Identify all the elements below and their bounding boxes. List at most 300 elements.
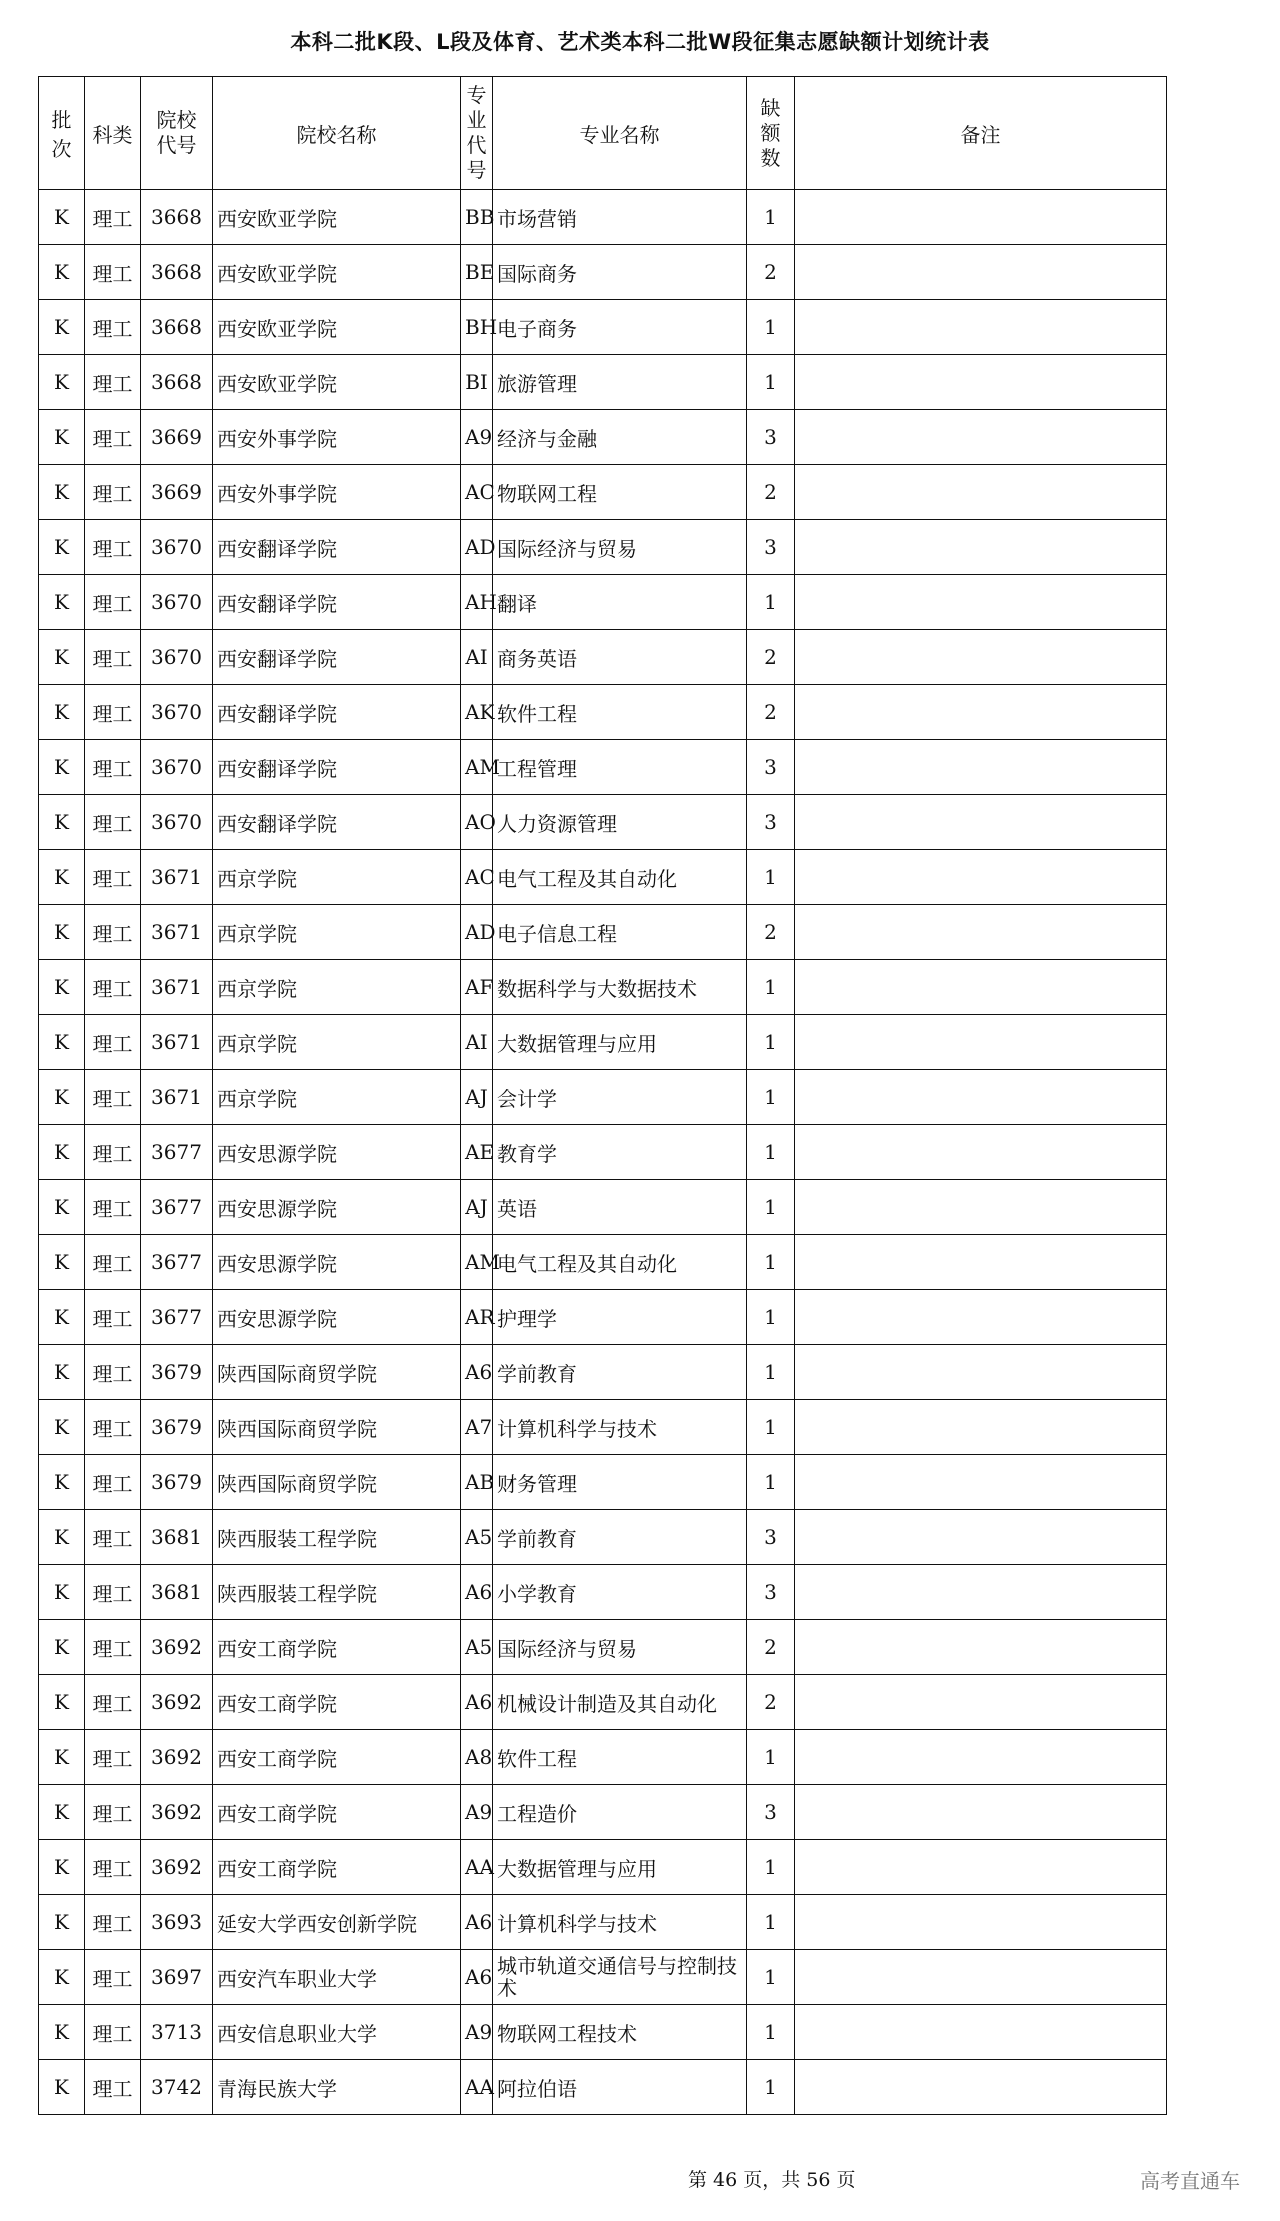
header-school-name: 院校名称	[213, 77, 461, 190]
cell-category: 理工	[85, 1840, 141, 1895]
cell-school-name: 陕西国际商贸学院	[213, 1345, 461, 1400]
cell-school-code: 3692	[141, 1620, 213, 1675]
cell-category: 理工	[85, 575, 141, 630]
cell-batch: K	[39, 520, 85, 575]
header-remarks: 备注	[795, 77, 1167, 190]
cell-remarks	[795, 1455, 1167, 1510]
cell-major-code: A9	[461, 2005, 493, 2060]
cell-remarks	[795, 1125, 1167, 1180]
table-row	[39, 190, 1167, 245]
cell-major-name: 电气工程及其自动化	[493, 1235, 747, 1290]
cell-category: 理工	[85, 1070, 141, 1125]
cell-vacancy: 1	[747, 190, 795, 245]
cell-category: 理工	[85, 795, 141, 850]
table-row	[39, 1070, 1167, 1125]
cell-remarks	[795, 1345, 1167, 1400]
cell-major-code: BI	[461, 355, 493, 410]
cell-batch: K	[39, 2005, 85, 2060]
cell-school-name: 西安思源学院	[213, 1125, 461, 1180]
cell-remarks	[795, 1840, 1167, 1895]
cell-category: 理工	[85, 685, 141, 740]
header-major-code-char: 号	[466, 158, 487, 182]
cell-vacancy: 1	[747, 1950, 795, 2005]
header-batch: 批次	[39, 77, 85, 190]
cell-major-code: AD	[461, 905, 493, 960]
cell-batch: K	[39, 355, 85, 410]
cell-remarks	[795, 1510, 1167, 1565]
cell-major-name: 人力资源管理	[493, 795, 747, 850]
cell-major-name: 市场营销	[493, 190, 747, 245]
cell-remarks	[795, 1895, 1167, 1950]
cell-major-name: 大数据管理与应用	[493, 1840, 747, 1895]
cell-major-name: 软件工程	[493, 685, 747, 740]
cell-remarks	[795, 2060, 1167, 2115]
cell-remarks	[795, 190, 1167, 245]
cell-major-name: 机械设计制造及其自动化	[493, 1675, 747, 1730]
cell-remarks	[795, 795, 1167, 850]
cell-vacancy: 1	[747, 300, 795, 355]
cell-school-name: 西安工商学院	[213, 1675, 461, 1730]
header-major-code-char: 代	[466, 133, 487, 157]
cell-major-code: A9	[461, 1785, 493, 1840]
cell-school-code: 3670	[141, 575, 213, 630]
cell-batch: K	[39, 2060, 85, 2115]
cell-major-name: 翻译	[493, 575, 747, 630]
cell-vacancy: 2	[747, 245, 795, 300]
cell-remarks	[795, 1235, 1167, 1290]
cell-school-code: 3692	[141, 1730, 213, 1785]
cell-category: 理工	[85, 410, 141, 465]
header-major-code-char: 专	[466, 83, 487, 107]
cell-vacancy: 3	[747, 795, 795, 850]
cell-school-code: 3677	[141, 1180, 213, 1235]
table-row	[39, 300, 1167, 355]
cell-major-name: 商务英语	[493, 630, 747, 685]
table-row	[39, 1125, 1167, 1180]
cell-school-name: 陕西国际商贸学院	[213, 1455, 461, 1510]
cell-batch: K	[39, 465, 85, 520]
cell-category: 理工	[85, 850, 141, 905]
cell-remarks	[795, 245, 1167, 300]
cell-vacancy: 1	[747, 1070, 795, 1125]
cell-school-code: 3671	[141, 1015, 213, 1070]
cell-major-code: AE	[461, 1125, 493, 1180]
cell-major-name: 物联网工程	[493, 465, 747, 520]
cell-school-code: 3669	[141, 465, 213, 520]
cell-major-name: 软件工程	[493, 1730, 747, 1785]
cell-school-code: 3671	[141, 905, 213, 960]
cell-major-code: AJ	[461, 1180, 493, 1235]
cell-school-name: 西安思源学院	[213, 1290, 461, 1345]
cell-remarks	[795, 1565, 1167, 1620]
cell-remarks	[795, 575, 1167, 630]
cell-vacancy: 1	[747, 355, 795, 410]
cell-major-code: A7	[461, 1400, 493, 1455]
cell-school-name: 西京学院	[213, 850, 461, 905]
cell-major-code: AA	[461, 2060, 493, 2115]
cell-vacancy: 2	[747, 465, 795, 520]
table-row	[39, 1345, 1167, 1400]
cell-vacancy: 1	[747, 1015, 795, 1070]
table-row	[39, 1290, 1167, 1345]
cell-remarks	[795, 1180, 1167, 1235]
cell-category: 理工	[85, 520, 141, 575]
table-row	[39, 850, 1167, 905]
cell-remarks	[795, 1785, 1167, 1840]
cell-vacancy: 2	[747, 905, 795, 960]
cell-major-name: 计算机科学与技术	[493, 1895, 747, 1950]
cell-major-name: 电子信息工程	[493, 905, 747, 960]
table-row	[39, 575, 1167, 630]
cell-major-code: BE	[461, 245, 493, 300]
table-row	[39, 795, 1167, 850]
cell-school-name: 西安工商学院	[213, 1840, 461, 1895]
cell-major-code: AK	[461, 685, 493, 740]
table-row	[39, 2060, 1167, 2115]
cell-category: 理工	[85, 960, 141, 1015]
cell-remarks	[795, 1070, 1167, 1125]
table-row	[39, 1180, 1167, 1235]
cell-school-name: 延安大学西安创新学院	[213, 1895, 461, 1950]
cell-batch: K	[39, 960, 85, 1015]
cell-batch: K	[39, 1565, 85, 1620]
cell-school-code: 3679	[141, 1455, 213, 1510]
cell-major-name: 经济与金融	[493, 410, 747, 465]
cell-batch: K	[39, 795, 85, 850]
cell-category: 理工	[85, 465, 141, 520]
cell-vacancy: 1	[747, 1345, 795, 1400]
cell-batch: K	[39, 1345, 85, 1400]
cell-remarks	[795, 1015, 1167, 1070]
cell-batch: K	[39, 1840, 85, 1895]
cell-category: 理工	[85, 1290, 141, 1345]
table-row	[39, 685, 1167, 740]
cell-school-code: 3671	[141, 850, 213, 905]
cell-category: 理工	[85, 740, 141, 795]
cell-major-code: AI	[461, 630, 493, 685]
cell-major-name-text: 城市轨道交通信号与控制技术	[497, 1954, 737, 2000]
cell-school-code: 3671	[141, 960, 213, 1015]
header-vacancy-char: 额	[760, 120, 781, 145]
cell-major-name: 国际商务	[493, 245, 747, 300]
cell-vacancy: 1	[747, 1840, 795, 1895]
cell-vacancy: 3	[747, 740, 795, 795]
cell-category: 理工	[85, 1400, 141, 1455]
cell-school-code: 3677	[141, 1290, 213, 1345]
cell-school-code: 3692	[141, 1785, 213, 1840]
table-row	[39, 465, 1167, 520]
cell-vacancy: 2	[747, 685, 795, 740]
cell-remarks	[795, 520, 1167, 575]
cell-major-name: 物联网工程技术	[493, 2005, 747, 2060]
cell-batch: K	[39, 1785, 85, 1840]
table-row	[39, 1015, 1167, 1070]
cell-major-code: AB	[461, 1455, 493, 1510]
cell-school-name: 西安工商学院	[213, 1785, 461, 1840]
cell-batch: K	[39, 300, 85, 355]
header-school-code-line: 院校	[156, 108, 197, 132]
table-row	[39, 2005, 1167, 2060]
cell-vacancy: 3	[747, 1565, 795, 1620]
cell-school-code: 3679	[141, 1345, 213, 1400]
cell-category: 理工	[85, 1125, 141, 1180]
cell-school-name: 西安翻译学院	[213, 795, 461, 850]
cell-major-code: AH	[461, 575, 493, 630]
cell-batch: K	[39, 575, 85, 630]
cell-school-name: 西安信息职业大学	[213, 2005, 461, 2060]
cell-major-code: AA	[461, 1840, 493, 1895]
cell-category: 理工	[85, 300, 141, 355]
header-major-name: 专业名称	[493, 77, 747, 190]
cell-school-name: 西安欧亚学院	[213, 190, 461, 245]
cell-vacancy: 1	[747, 1235, 795, 1290]
cell-remarks	[795, 685, 1167, 740]
cell-remarks	[795, 300, 1167, 355]
cell-major-name: 旅游管理	[493, 355, 747, 410]
cell-batch: K	[39, 1730, 85, 1785]
cell-major-code: AC	[461, 850, 493, 905]
cell-school-name: 陕西服装工程学院	[213, 1565, 461, 1620]
cell-school-code: 3670	[141, 795, 213, 850]
cell-batch: K	[39, 850, 85, 905]
cell-remarks	[795, 1950, 1167, 2005]
table-row	[39, 1675, 1167, 1730]
cell-batch: K	[39, 685, 85, 740]
cell-school-code: 3668	[141, 355, 213, 410]
cell-remarks	[795, 905, 1167, 960]
table-row	[39, 1565, 1167, 1620]
cell-batch: K	[39, 1455, 85, 1510]
cell-school-code: 3713	[141, 2005, 213, 2060]
table-row	[39, 245, 1167, 300]
cell-vacancy: 1	[747, 960, 795, 1015]
cell-vacancy: 1	[747, 850, 795, 905]
cell-batch: K	[39, 410, 85, 465]
cell-school-code: 3681	[141, 1510, 213, 1565]
cell-remarks	[795, 850, 1167, 905]
header-vacancy	[747, 77, 795, 190]
cell-school-code: 3670	[141, 740, 213, 795]
cell-category: 理工	[85, 1345, 141, 1400]
cell-school-code: 3693	[141, 1895, 213, 1950]
cell-batch: K	[39, 1070, 85, 1125]
cell-batch: K	[39, 1950, 85, 2005]
cell-vacancy: 2	[747, 1675, 795, 1730]
cell-major-code: A6	[461, 1345, 493, 1400]
header-vacancy-char: 数	[760, 145, 781, 170]
cell-category: 理工	[85, 905, 141, 960]
cell-category: 理工	[85, 1455, 141, 1510]
cell-school-name: 西安汽车职业大学	[213, 1950, 461, 2005]
page-footer: 第 46 页，共 56 页	[688, 2169, 856, 2191]
cell-school-name: 西安欧亚学院	[213, 355, 461, 410]
cell-major-name: 电子商务	[493, 300, 747, 355]
vacancy-table	[38, 76, 1167, 2115]
cell-school-code: 3669	[141, 410, 213, 465]
cell-remarks	[795, 1675, 1167, 1730]
cell-school-name: 陕西国际商贸学院	[213, 1400, 461, 1455]
cell-remarks	[795, 355, 1167, 410]
cell-school-name: 西安翻译学院	[213, 520, 461, 575]
cell-major-name: 护理学	[493, 1290, 747, 1345]
cell-school-code: 3670	[141, 630, 213, 685]
cell-school-name: 西安外事学院	[213, 410, 461, 465]
cell-category: 理工	[85, 1675, 141, 1730]
cell-remarks	[795, 1290, 1167, 1345]
cell-vacancy: 1	[747, 1290, 795, 1345]
cell-remarks	[795, 2005, 1167, 2060]
cell-category: 理工	[85, 1510, 141, 1565]
cell-school-name: 西安思源学院	[213, 1235, 461, 1290]
cell-category: 理工	[85, 1785, 141, 1840]
cell-major-name: 教育学	[493, 1125, 747, 1180]
cell-school-name: 西京学院	[213, 960, 461, 1015]
cell-vacancy: 1	[747, 1400, 795, 1455]
page-title: 本科二批K段、L段及体育、艺术类本科二批W段征集志愿缺额计划统计表	[290, 30, 990, 54]
cell-vacancy: 1	[747, 1125, 795, 1180]
cell-major-code: AM	[461, 1235, 493, 1290]
cell-major-code: A5	[461, 1620, 493, 1675]
cell-school-code: 3692	[141, 1675, 213, 1730]
cell-vacancy: 1	[747, 1895, 795, 1950]
cell-school-code: 3677	[141, 1235, 213, 1290]
cell-school-name: 青海民族大学	[213, 2060, 461, 2115]
cell-school-code: 3671	[141, 1070, 213, 1125]
table-row	[39, 1400, 1167, 1455]
table-header-row	[39, 77, 1167, 190]
cell-major-code: AC	[461, 465, 493, 520]
table-row	[39, 740, 1167, 795]
cell-major-name: 大数据管理与应用	[493, 1015, 747, 1070]
cell-school-name: 西安欧亚学院	[213, 300, 461, 355]
cell-remarks	[795, 960, 1167, 1015]
table-row	[39, 960, 1167, 1015]
cell-vacancy: 1	[747, 1730, 795, 1785]
cell-major-code: AJ	[461, 1070, 493, 1125]
cell-remarks	[795, 465, 1167, 520]
cell-category: 理工	[85, 1235, 141, 1290]
cell-category: 理工	[85, 2060, 141, 2115]
cell-category: 理工	[85, 2005, 141, 2060]
header-school-code-line: 代号	[156, 133, 197, 157]
cell-school-name: 陕西服装工程学院	[213, 1510, 461, 1565]
cell-major-code: A9	[461, 410, 493, 465]
cell-school-code: 3670	[141, 520, 213, 575]
cell-batch: K	[39, 630, 85, 685]
cell-school-code: 3668	[141, 245, 213, 300]
cell-school-name: 西安工商学院	[213, 1730, 461, 1785]
cell-vacancy: 1	[747, 1180, 795, 1235]
header-vacancy-char: 缺	[760, 95, 781, 120]
header-major-code	[461, 77, 493, 190]
cell-school-name: 西京学院	[213, 905, 461, 960]
cell-school-name: 西京学院	[213, 1070, 461, 1125]
cell-category: 理工	[85, 190, 141, 245]
cell-major-code: AI	[461, 1015, 493, 1070]
cell-major-code: A8	[461, 1730, 493, 1785]
cell-batch: K	[39, 1015, 85, 1070]
cell-major-name: 国际经济与贸易	[493, 520, 747, 575]
cell-school-name: 西安工商学院	[213, 1620, 461, 1675]
cell-major-name: 阿拉伯语	[493, 2060, 747, 2115]
cell-major-name: 计算机科学与技术	[493, 1400, 747, 1455]
cell-major-code: A6	[461, 1565, 493, 1620]
cell-major-name: 小学教育	[493, 1565, 747, 1620]
cell-school-code: 3670	[141, 685, 213, 740]
cell-remarks	[795, 1400, 1167, 1455]
cell-vacancy: 1	[747, 1455, 795, 1510]
cell-major-name	[493, 1950, 747, 2005]
header-major-code-char: 业	[466, 108, 487, 132]
cell-batch: K	[39, 1180, 85, 1235]
cell-major-code: AF	[461, 960, 493, 1015]
cell-major-name: 工程管理	[493, 740, 747, 795]
cell-vacancy: 2	[747, 630, 795, 685]
cell-category: 理工	[85, 1015, 141, 1070]
cell-school-name: 西安翻译学院	[213, 740, 461, 795]
cell-major-code: A6	[461, 1895, 493, 1950]
cell-school-name: 西京学院	[213, 1015, 461, 1070]
cell-vacancy: 3	[747, 410, 795, 465]
cell-major-name: 学前教育	[493, 1345, 747, 1400]
cell-major-code: AR	[461, 1290, 493, 1345]
header-school-code	[141, 77, 213, 190]
cell-school-code: 3697	[141, 1950, 213, 2005]
table-row	[39, 905, 1167, 960]
cell-category: 理工	[85, 1895, 141, 1950]
table-row	[39, 1510, 1167, 1565]
header-category: 科类	[85, 77, 141, 190]
cell-school-name: 西安翻译学院	[213, 575, 461, 630]
cell-remarks	[795, 1620, 1167, 1675]
cell-major-name: 英语	[493, 1180, 747, 1235]
cell-category: 理工	[85, 1950, 141, 2005]
table-row	[39, 630, 1167, 685]
cell-remarks	[795, 630, 1167, 685]
cell-school-code: 3668	[141, 300, 213, 355]
table-row	[39, 520, 1167, 575]
table-row	[39, 1785, 1167, 1840]
cell-school-name: 西安欧亚学院	[213, 245, 461, 300]
cell-remarks	[795, 410, 1167, 465]
table-row	[39, 1235, 1167, 1290]
cell-batch: K	[39, 1235, 85, 1290]
cell-vacancy: 3	[747, 1510, 795, 1565]
cell-school-name: 西安思源学院	[213, 1180, 461, 1235]
cell-batch: K	[39, 905, 85, 960]
cell-major-name: 数据科学与大数据技术	[493, 960, 747, 1015]
cell-major-name: 国际经济与贸易	[493, 1620, 747, 1675]
cell-batch: K	[39, 1400, 85, 1455]
cell-batch: K	[39, 740, 85, 795]
cell-category: 理工	[85, 1730, 141, 1785]
cell-batch: K	[39, 1620, 85, 1675]
cell-school-name: 西安外事学院	[213, 465, 461, 520]
cell-major-name: 财务管理	[493, 1455, 747, 1510]
cell-batch: K	[39, 1895, 85, 1950]
table-row	[39, 1895, 1167, 1950]
cell-category: 理工	[85, 245, 141, 300]
cell-category: 理工	[85, 630, 141, 685]
cell-school-code: 3679	[141, 1400, 213, 1455]
cell-major-code: A6	[461, 1950, 493, 2005]
cell-school-code: 3742	[141, 2060, 213, 2115]
cell-remarks	[795, 740, 1167, 795]
cell-major-name: 学前教育	[493, 1510, 747, 1565]
cell-category: 理工	[85, 1180, 141, 1235]
cell-major-code: AO	[461, 795, 493, 850]
brand-watermark: 高考直通车	[1140, 2169, 1240, 2193]
